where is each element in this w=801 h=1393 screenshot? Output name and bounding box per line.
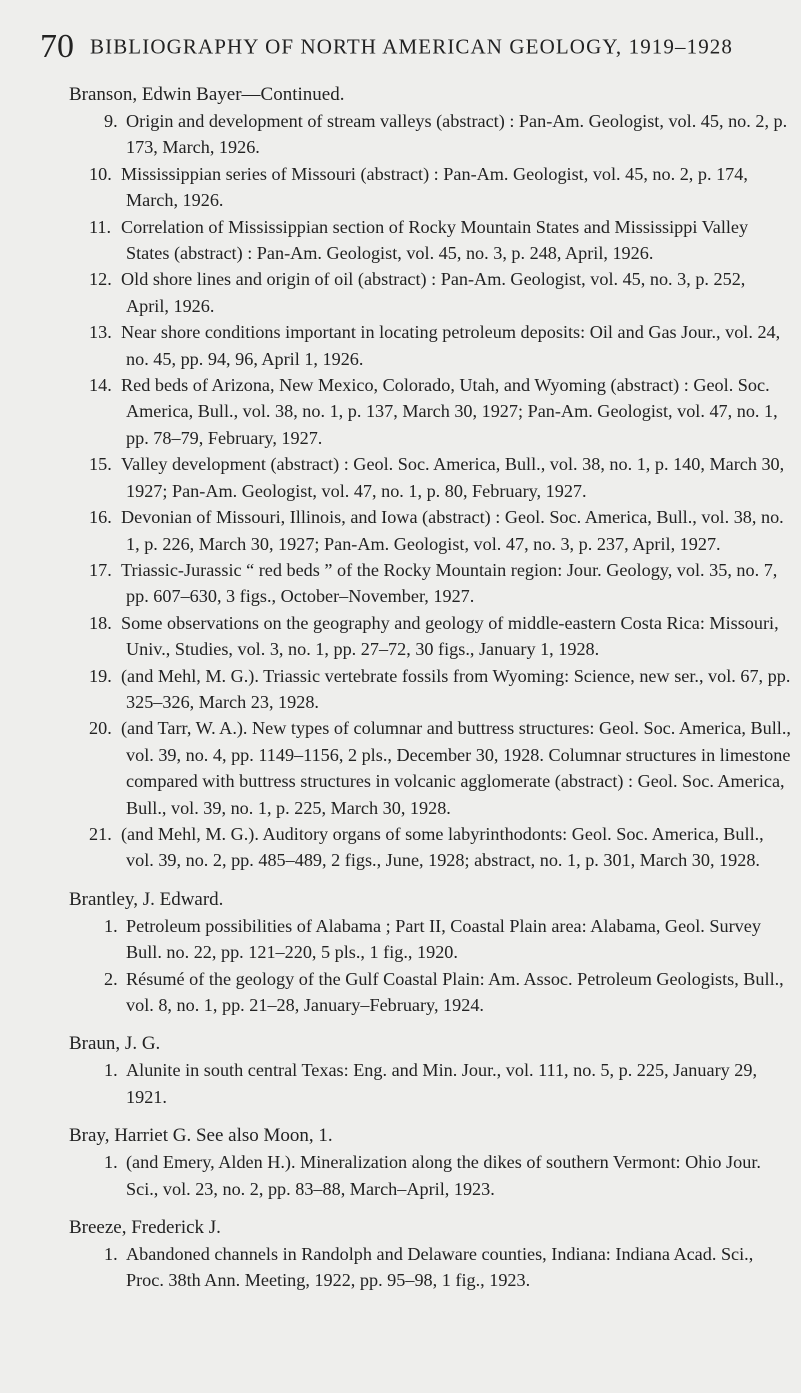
entry-text: Origin and development of stream valleys (abstract) : Pan-Am. Geologist, vol. 45, no. 2, p. 173, March, 1926. <box>126 111 788 158</box>
bibliography-entry <box>89 821 791 874</box>
entry-number: 11. <box>89 216 112 237</box>
entry-number: 16. <box>89 507 112 528</box>
entry-number: 18. <box>89 612 112 633</box>
entry-number: 9. <box>104 111 118 131</box>
bibliography-entry <box>89 1057 791 1110</box>
entry-text: (and Mehl, M. G.). Auditory organs of some labyrinthodonts: Geol. Soc. America, Bull., vol. 39, no. 2, pp. 485–489, 2 figs., June, 1928; abstract, no. 1, p. 301, March 30, 1928. <box>121 823 764 871</box>
entry-text: Some observations on the geography and geology of middle-eastern Costa Rica: Missouri, Univ., Studies, vol. 3, no. 1, pp. 27–72, 30 figs., January 1, 1928. <box>121 612 779 660</box>
bibliography-entry <box>89 504 791 557</box>
author-heading: Brantley, J. Edward. <box>69 888 224 910</box>
bibliography-entry <box>89 610 791 663</box>
entry-text: Valley development (abstract) : Geol. Soc. America, Bull., vol. 38, no. 1, p. 140, March 30, 1927; Pan-Am. Geologist, vol. 47, no. 1, p. 80, February, 1927. <box>121 454 785 501</box>
bibliography-entry <box>89 1241 791 1294</box>
entry-number: 20. <box>89 718 112 739</box>
author-heading: Branson, Edwin Bayer—Continued. <box>69 84 345 105</box>
bibliography-entry <box>89 214 791 267</box>
entry-text: Old shore lines and origin of oil (abstract) : Pan-Am. Geologist, vol. 45, no. 3, p. 252, April, 1926. <box>121 269 746 316</box>
entry-text: Devonian of Missouri, Illinois, and Iowa (abstract) : Geol. Soc. America, Bull., vol. 38, no. 1, p. 226, March 30, 1927; Pan-Am. Geologist, vol. 47, no. 3, p. 237, April, 1927. <box>121 507 784 554</box>
page-number: 70 <box>40 28 74 65</box>
entry-number: 19. <box>89 665 112 686</box>
entry-text: Résumé of the geology of the Gulf Coastal Plain: Am. Assoc. Petroleum Geologists, Bull., vol. 8, no. 1, pp. 21–28, January–February, 1924. <box>126 968 784 1015</box>
entry-number: 13. <box>89 322 112 343</box>
entry-text: Near shore conditions important in locating petroleum deposits: Oil and Gas Jour., vol. 24, no. 45, pp. 94, 96, April 1, 1926. <box>121 322 781 369</box>
author-section <box>69 887 791 1019</box>
entry-number: 21. <box>89 823 112 844</box>
entry-text: Alunite in south central Texas: Eng. and Min. Jour., vol. 111, no. 5, p. 225, January 29, 1921. <box>126 1060 758 1107</box>
author-heading: Bray, Harriet G. See also Moon, 1. <box>69 1125 333 1147</box>
entry-number: 1. <box>104 915 118 936</box>
author-section <box>69 1215 791 1294</box>
bibliography-entry <box>89 715 791 821</box>
entry-number: 1. <box>104 1152 118 1173</box>
bibliography-entry <box>89 663 791 716</box>
bibliography-entry <box>89 161 791 214</box>
entry-text: (and Mehl, M. G.). Triassic vertebrate fossils from Wyoming: Science, new ser., vol. 67, pp. 325–326, March 23, 1928. <box>121 665 791 712</box>
author-section <box>69 1031 791 1110</box>
entry-text: Correlation of Mississippian section of Rocky Mountain States and Mississippi Valley States (abstract) : Pan-Am. Geologist, vol. 45, no. 3, p. 248, April, 1926. <box>121 216 749 264</box>
bibliography-body <box>69 82 791 1294</box>
entry-text: Petroleum possibilities of Alabama ; Part II, Coastal Plain area: Alabama, Geol. Survey Bull. no. 22, pp. 121–220, 5 pls., 1 fig., 1920. <box>126 915 761 963</box>
bibliography-entry <box>89 557 791 610</box>
author-heading: Braun, J. G. <box>69 1033 161 1055</box>
bibliography-entry <box>89 1149 791 1202</box>
entry-text: (and Emery, Alden H.). Mineralization along the dikes of southern Vermont: Ohio Jour. Sci., vol. 23, no. 2, pp. 83–88, March–April, 1923. <box>126 1152 761 1199</box>
author-section <box>69 82 791 874</box>
entry-text: (and Tarr, W. A.). New types of columnar and buttress structures: Geol. Soc. America, Bull., vol. 39, no. 4, pp. 1149–1156, 2 pls., December 30, 1928. Columnar structures in limestone compared with buttress structures in volcanic agglomerate (abstract) : Geol. Soc. America, Bull., vol. 39, no. 1, p. 225, March 30, 1928. <box>121 718 791 818</box>
bibliography-entry <box>89 319 791 372</box>
entry-number: 10. <box>89 163 112 184</box>
author-heading: Breeze, Frederick J. <box>69 1217 221 1239</box>
entry-number: 17. <box>89 559 112 580</box>
entry-text: Mississippian series of Missouri (abstract) : Pan-Am. Geologist, vol. 45, no. 2, p. 174, March, 1926. <box>121 163 748 211</box>
entry-number: 14. <box>89 375 112 396</box>
bibliography-entry <box>89 372 791 451</box>
bibliography-entry <box>89 108 791 161</box>
entry-number: 15. <box>89 454 112 475</box>
entry-text: Abandoned channels in Randolph and Delaware counties, Indiana: Indiana Acad. Sci., Proc. 38th Ann. Meeting, 1922, pp. 95–98, 1 fig., 1923. <box>126 1244 754 1291</box>
bibliography-entry <box>89 966 791 1019</box>
bibliography-entry <box>89 266 791 319</box>
bibliography-entry <box>89 451 791 504</box>
entry-text: Triassic-Jurassic “ red beds ” of the Rocky Mountain region: Jour. Geology, vol. 35, no. 7, pp. 607–630, 3 figs., October–November, 1927. <box>121 559 778 607</box>
running-head-title: BIBLIOGRAPHY OF NORTH AMERICAN GEOLOGY, 1919–1928 <box>90 34 733 59</box>
entry-number: 1. <box>104 1060 118 1081</box>
entry-number: 2. <box>104 968 118 989</box>
bibliography-entry <box>89 913 791 966</box>
entry-number: 1. <box>104 1244 118 1265</box>
entry-number: 12. <box>89 269 112 290</box>
author-section <box>69 1123 791 1202</box>
entry-text: Red beds of Arizona, New Mexico, Colorado, Utah, and Wyoming (abstract) : Geol. Soc. America, Bull., vol. 38, no. 1, p. 137, March 30, 1927; Pan-Am. Geologist, vol. 47, no. 1, pp. 78–79, February, 1927. <box>121 375 778 448</box>
running-head <box>40 28 780 66</box>
